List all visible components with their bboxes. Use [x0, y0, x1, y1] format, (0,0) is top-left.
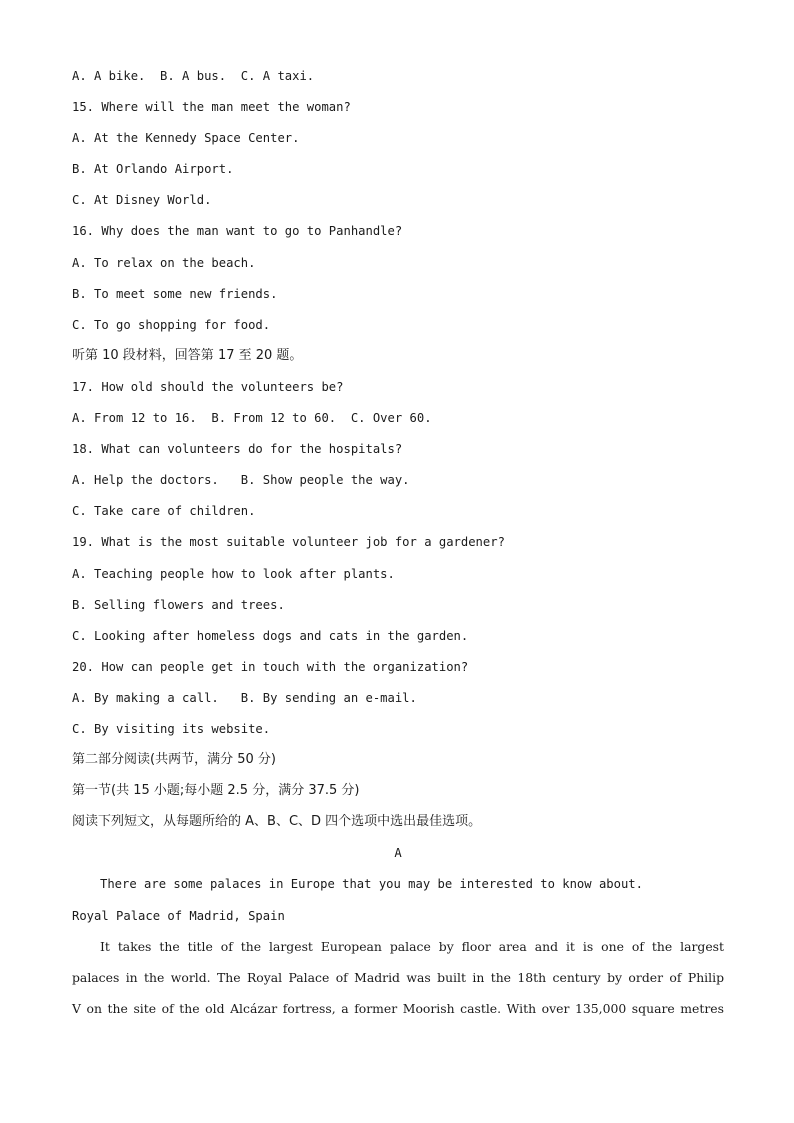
passage-subheading: Royal Palace of Madrid, Spain	[72, 908, 285, 923]
question-17: 17. How old should the volunteers be?	[72, 379, 344, 394]
question-19: 19. What is the most suitable volunteer job for a gardener?	[72, 535, 505, 550]
question-18: 18. What can volunteers do for the hospitals?	[72, 442, 403, 457]
question-16-option-a: A. To relax on the beach.	[72, 255, 256, 270]
part-two-heading: 第二部分阅读(共两节，满分 50 分)	[72, 752, 276, 768]
question-15: 15. Where will the man meet the woman?	[72, 100, 351, 115]
passage-paragraph-line: V on the site of the old Alcázar fortress, a former Moorish castle. With over 135,000 square metres	[72, 1000, 724, 1016]
question-19-option-c: C. Looking after homeless dogs and cats in the garden.	[72, 628, 469, 643]
question-14-options: A. A bike. B. A bus. C. A taxi.	[72, 69, 315, 83]
reading-instruction: 阅读下列短文，从每题所给的 A、B、C、D 四个选项中选出最佳选项。	[72, 814, 482, 830]
passage-intro: There are some palaces in Europe that you may be interested to know about.	[100, 877, 643, 892]
section-instruction-passage-10: 听第 10 段材料，回答第 17 至 20 题。	[72, 347, 303, 363]
passage-label: A	[394, 846, 402, 861]
question-16-option-b: B. To meet some new friends.	[72, 286, 278, 301]
question-15-option-c: C. At Disney World.	[72, 193, 212, 208]
question-20-options-ab: A. By making a call. B. By sending an e-mail.	[72, 690, 417, 705]
question-19-option-a: A. Teaching people how to look after plants.	[72, 566, 395, 581]
document-page	[72, 62, 724, 1026]
question-19-option-b: B. Selling flowers and trees.	[72, 597, 285, 612]
question-17-options: A. From 12 to 16. B. From 12 to 60. C. Over 60.	[72, 411, 432, 426]
question-16: 16. Why does the man want to go to Panhandle?	[72, 224, 403, 239]
question-20: 20. How can people get in touch with the organization?	[72, 659, 469, 674]
question-18-option-c: C. Take care of children.	[72, 504, 256, 519]
question-20-option-c: C. By visiting its website.	[72, 721, 271, 736]
question-16-option-c: C. To go shopping for food.	[72, 317, 271, 332]
passage-paragraph-line: It takes the title of the largest European palace by floor area and it is one of the largest	[100, 938, 724, 954]
section-one-heading: 第一节(共 15 小题;每小题 2.5 分，满分 37.5 分)	[72, 783, 360, 799]
question-18-options-ab: A. Help the doctors. B. Show people the way.	[72, 473, 410, 488]
passage-paragraph-line: palaces in the world. The Royal Palace of Madrid was built in the 18th century by order of Philip	[72, 969, 724, 985]
question-15-option-b: B. At Orlando Airport.	[72, 162, 234, 177]
question-15-option-a: A. At the Kennedy Space Center.	[72, 131, 300, 146]
